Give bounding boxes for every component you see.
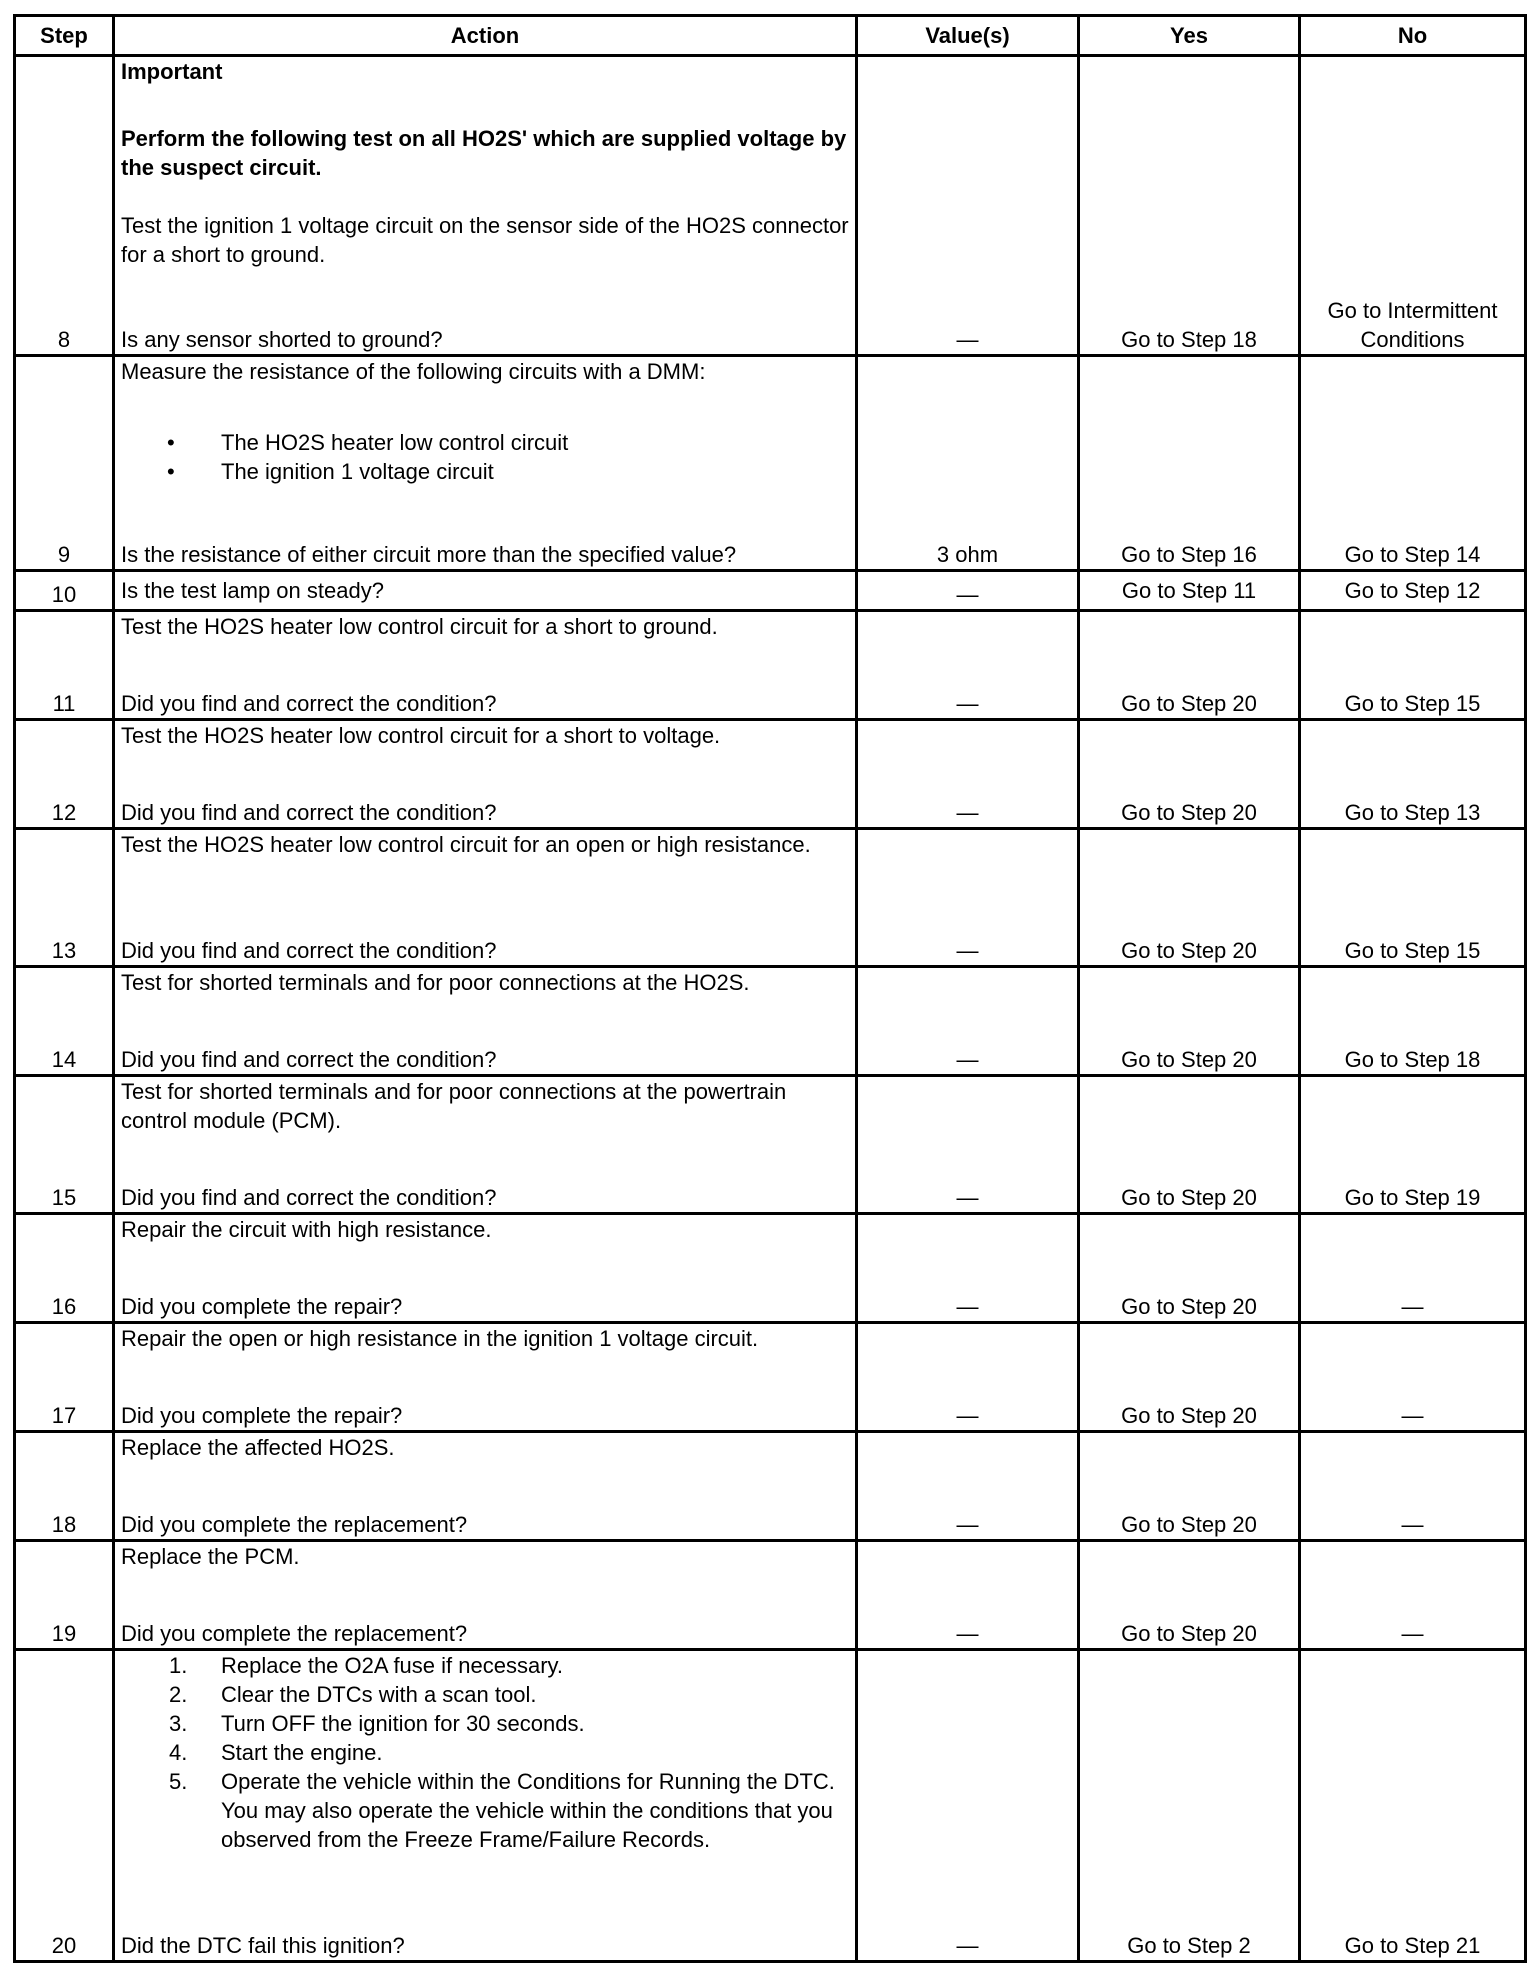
list-text: Turn OFF the ignition for 30 seconds. xyxy=(221,1711,585,1736)
action-text: Repair the open or high resistance in the ignition 1 voltage circuit. xyxy=(121,1326,759,1351)
action-text: Test the HO2S heater low control circuit for a short to voltage. xyxy=(121,723,721,748)
table-row xyxy=(15,967,1526,1076)
no-cell: Go to Intermittent Conditions xyxy=(1300,56,1526,356)
action-text: Measure the resistance of the following circuits with a DMM: xyxy=(121,359,706,384)
question-text: Did the DTC fail this ignition? xyxy=(121,1933,405,1958)
list-item: • The HO2S heater low control circuit xyxy=(121,428,849,457)
yes-cell: Go to Step 20 xyxy=(1079,1432,1300,1541)
question-text: Did you complete the replacement? xyxy=(121,1621,468,1646)
no-cell: — xyxy=(1300,1432,1526,1541)
action-cell xyxy=(114,1323,857,1432)
no-cell: Go to Step 12 xyxy=(1300,571,1526,611)
no-cell: Go to Step 15 xyxy=(1300,829,1526,967)
value-cell: — xyxy=(857,829,1079,967)
list-number: 1. xyxy=(169,1653,188,1678)
list-item xyxy=(121,1651,849,1680)
list-text: Operate the vehicle within the Conditions for Running the DTC. You may also operate the vehicle within the conditions that you observed from the Freeze Frame/Failure Records. xyxy=(221,1769,835,1852)
list-text: Clear the DTCs with a scan tool. xyxy=(221,1682,537,1707)
list-item: • The ignition 1 voltage circuit xyxy=(121,457,849,486)
yes-cell: Go to Step 2 xyxy=(1079,1650,1300,1962)
diagnostic-table xyxy=(13,14,1527,1963)
list-item xyxy=(121,1709,849,1738)
header-no: No xyxy=(1300,16,1526,56)
list-number: 2. xyxy=(169,1682,188,1707)
yes-cell: Go to Step 20 xyxy=(1079,967,1300,1076)
value-cell: — xyxy=(857,1076,1079,1214)
list-number: 3. xyxy=(169,1711,188,1736)
list-text: Replace the O2A fuse if necessary. xyxy=(221,1653,563,1678)
action-cell xyxy=(114,1541,857,1650)
question-text: Is the resistance of either circuit more than the specified value? xyxy=(121,542,737,567)
value-cell: — xyxy=(857,967,1079,1076)
header-action: Action xyxy=(114,16,857,56)
step-number: 19 xyxy=(15,1541,114,1650)
table-row xyxy=(15,1432,1526,1541)
step-number: 12 xyxy=(15,720,114,829)
list-item xyxy=(121,1738,849,1767)
action-cell xyxy=(114,56,857,356)
action-text: Replace the affected HO2S. xyxy=(121,1435,395,1460)
question-text: Did you find and correct the condition? xyxy=(121,691,497,716)
no-cell: Go to Step 14 xyxy=(1300,356,1526,571)
table-row xyxy=(15,1214,1526,1323)
table-row xyxy=(15,571,1526,611)
action-cell xyxy=(114,1650,857,1962)
action-cell xyxy=(114,611,857,720)
step-number: 20 xyxy=(15,1650,114,1962)
list-text: Start the engine. xyxy=(221,1740,383,1765)
question-text: Did you complete the repair? xyxy=(121,1403,403,1428)
step-number: 10 xyxy=(15,571,114,611)
table-row xyxy=(15,1541,1526,1650)
yes-cell: Go to Step 16 xyxy=(1079,356,1300,571)
list-number: 4. xyxy=(169,1740,188,1765)
action-text: Test for shorted terminals and for poor connections at the HO2S. xyxy=(121,970,750,995)
action-cell xyxy=(114,967,857,1076)
action-text: Repair the circuit with high resistance. xyxy=(121,1217,492,1242)
table-row xyxy=(15,611,1526,720)
question-text: Is any sensor shorted to ground? xyxy=(121,327,443,352)
action-cell xyxy=(114,1076,857,1214)
yes-cell: Go to Step 11 xyxy=(1079,571,1300,611)
yes-cell: Go to Step 18 xyxy=(1079,56,1300,356)
header-yes: Yes xyxy=(1079,16,1300,56)
no-cell: Go to Step 13 xyxy=(1300,720,1526,829)
important-title: Important xyxy=(121,59,223,84)
no-cell: Go to Step 21 xyxy=(1300,1650,1526,1962)
action-cell xyxy=(114,829,857,967)
step-number: 13 xyxy=(15,829,114,967)
header-row xyxy=(15,16,1526,56)
no-cell: — xyxy=(1300,1214,1526,1323)
action-cell xyxy=(114,720,857,829)
value-cell: — xyxy=(857,720,1079,829)
action-cell xyxy=(114,1432,857,1541)
table-row xyxy=(15,720,1526,829)
value-cell: — xyxy=(857,56,1079,356)
step-number: 18 xyxy=(15,1432,114,1541)
table-row xyxy=(15,356,1526,571)
table-row xyxy=(15,56,1526,356)
action-text: Replace the PCM. xyxy=(121,1544,300,1569)
table-row xyxy=(15,1323,1526,1432)
action-text: Test for shorted terminals and for poor connections at the powertrain control module (PCM). xyxy=(121,1079,787,1133)
value-cell: — xyxy=(857,1541,1079,1650)
step-number: 9 xyxy=(15,356,114,571)
action-cell xyxy=(114,356,857,571)
step-number: 16 xyxy=(15,1214,114,1323)
question-text: Is the test lamp on steady? xyxy=(114,571,857,611)
step-number: 14 xyxy=(15,967,114,1076)
header-step: Step xyxy=(15,16,114,56)
no-cell: Go to Step 15 xyxy=(1300,611,1526,720)
bullet-list xyxy=(121,428,849,486)
list-item xyxy=(121,1767,849,1854)
action-cell xyxy=(114,1214,857,1323)
value-cell: — xyxy=(857,1323,1079,1432)
no-cell: — xyxy=(1300,1323,1526,1432)
list-item xyxy=(121,1680,849,1709)
question-text: Did you complete the replacement? xyxy=(121,1512,468,1537)
value-cell: — xyxy=(857,571,1079,611)
question-text: Did you find and correct the condition? xyxy=(121,938,497,963)
yes-cell: Go to Step 20 xyxy=(1079,829,1300,967)
header-value: Value(s) xyxy=(857,16,1079,56)
value-cell: — xyxy=(857,611,1079,720)
question-text: Did you find and correct the condition? xyxy=(121,800,497,825)
yes-cell: Go to Step 20 xyxy=(1079,1214,1300,1323)
value-cell: — xyxy=(857,1432,1079,1541)
action-text: Test the HO2S heater low control circuit for a short to ground. xyxy=(121,614,718,639)
numbered-list xyxy=(121,1651,849,1854)
no-cell: Go to Step 18 xyxy=(1300,967,1526,1076)
action-text: Test the ignition 1 voltage circuit on the sensor side of the HO2S connector for a short to ground. xyxy=(121,213,849,267)
yes-cell: Go to Step 20 xyxy=(1079,611,1300,720)
value-cell: — xyxy=(857,1650,1079,1962)
table-row xyxy=(15,829,1526,967)
yes-cell: Go to Step 20 xyxy=(1079,1541,1300,1650)
yes-cell: Go to Step 20 xyxy=(1079,1076,1300,1214)
table-row xyxy=(15,1650,1526,1962)
step-number: 11 xyxy=(15,611,114,720)
question-text: Did you find and correct the condition? xyxy=(121,1185,497,1210)
step-number: 8 xyxy=(15,56,114,356)
list-number: 5. xyxy=(169,1769,188,1794)
question-text: Did you complete the repair? xyxy=(121,1294,403,1319)
yes-cell: Go to Step 20 xyxy=(1079,720,1300,829)
step-number: 17 xyxy=(15,1323,114,1432)
no-cell: — xyxy=(1300,1541,1526,1650)
table-row xyxy=(15,1076,1526,1214)
question-text: Did you find and correct the condition? xyxy=(121,1047,497,1072)
important-text: Perform the following test on all HO2S' which are supplied voltage by the suspect circuit. xyxy=(121,126,847,180)
step-number: 15 xyxy=(15,1076,114,1214)
value-cell: — xyxy=(857,1214,1079,1323)
no-cell: Go to Step 19 xyxy=(1300,1076,1526,1214)
action-text: Test the HO2S heater low control circuit for an open or high resistance. xyxy=(121,832,811,857)
yes-cell: Go to Step 20 xyxy=(1079,1323,1300,1432)
value-cell: 3 ohm xyxy=(857,356,1079,571)
